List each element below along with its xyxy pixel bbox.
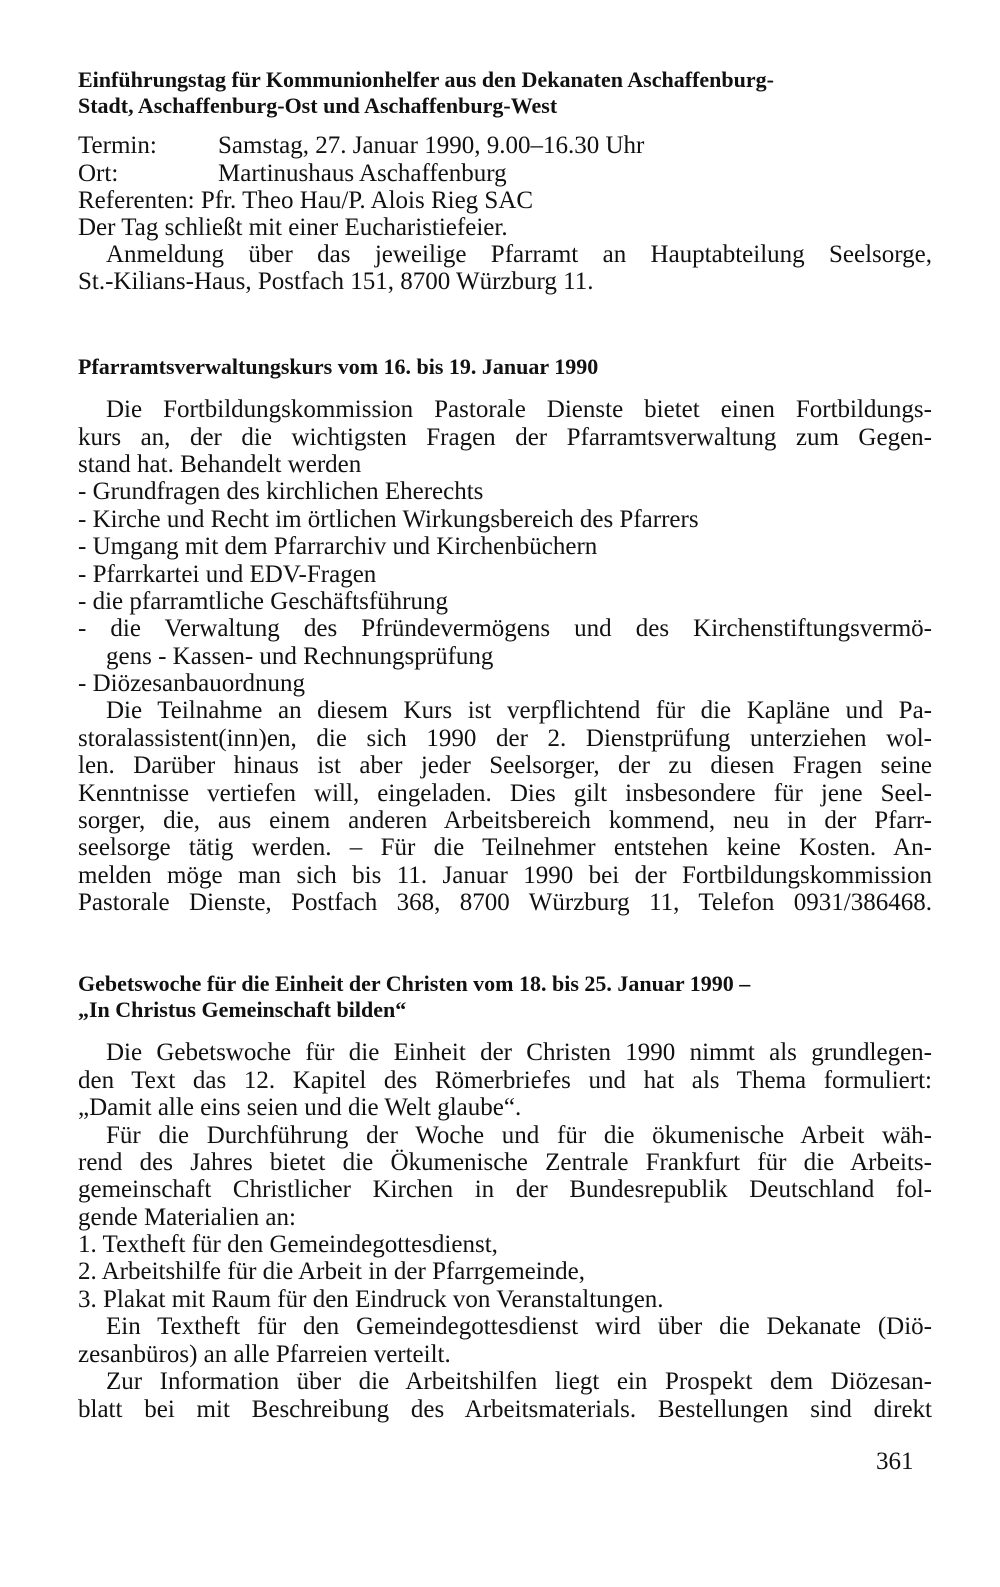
body-line: Anmeldung über das jeweilige Pfarramt an Hauptabteilung Seelsorge,: [106, 241, 932, 268]
section-heading-gebetswoche: [78, 971, 938, 1023]
body-line: seelsorge tätig werden. – Für die Teilnehmer entstehen keine Kosten. An-: [78, 834, 932, 861]
list-item: - die Verwaltung des Pfründevermögens und des Kirchenstiftungsvermö-: [78, 615, 932, 642]
heading-line: Gebetswoche für die Einheit der Christen vom 18. bis 25. Januar 1990 –: [78, 971, 751, 996]
heading-line: „In Christus Gemeinschaft bilden“: [78, 997, 407, 1022]
body-line: Ein Textheft für den Gemeindegottesdienst wird über die Dekanate (Diö-: [106, 1313, 932, 1340]
body-line: Für die Durchführung der Woche und für die ökumenische Arbeit wäh-: [106, 1122, 932, 1149]
body-line: stand hat. Behandelt werden: [78, 451, 362, 478]
section-heading-einfuehrungstag: [78, 67, 938, 119]
body-line: len. Darüber hinaus ist aber jeder Seelsorger, der zu diesen Fragen seine: [78, 752, 932, 779]
body-line: gende Materialien an:: [78, 1204, 296, 1231]
body-line: „Damit alle eins seien und die Welt glaube“.: [78, 1094, 522, 1121]
body-line: den Text das 12. Kapitel des Römerbriefes und hat als Thema formuliert:: [78, 1067, 932, 1094]
termin-value: Samstag, 27. Januar 1990, 9.00–16.30 Uhr: [218, 132, 645, 159]
numbered-item: 3. Plakat mit Raum für den Eindruck von Veranstaltungen.: [78, 1286, 664, 1313]
section-heading-pfarramtsverwaltungskurs: Pfarramtsverwaltungskurs vom 16. bis 19. Januar 1990: [78, 354, 599, 379]
heading-line: Stadt, Aschaffenburg-Ost und Aschaffenburg-West: [78, 93, 558, 118]
referenten-line: Referenten: Pfr. Theo Hau/P. Alois Rieg SAC: [78, 187, 534, 214]
body-line: Die Gebetswoche für die Einheit der Christen 1990 nimmt als grundlegen-: [106, 1039, 932, 1066]
body-line: blatt bei mit Beschreibung des Arbeitsmaterials. Bestellungen sind direkt: [78, 1396, 932, 1423]
list-item: - die pfarramtliche Geschäftsführung: [78, 588, 448, 615]
body-line: zesanbüros) an alle Pfarreien verteilt.: [78, 1341, 451, 1368]
body-line: kurs an, der die wichtigsten Fragen der Pfarramtsverwaltung zum Gegen-: [78, 424, 932, 451]
body-line: gemeinschaft Christlicher Kirchen in der Bundesrepublik Deutschland fol-: [78, 1176, 932, 1203]
list-item-continuation: gens - Kassen- und Rechnungsprüfung: [106, 643, 494, 670]
body-line: Kenntnisse vertiefen will, eingeladen. Dies gilt insbesondere für jene Seel-: [78, 780, 932, 807]
body-line: Die Fortbildungskommission Pastorale Dienste bietet einen Fortbildungs-: [106, 396, 932, 423]
list-item: - Grundfragen des kirchlichen Eherechts: [78, 478, 484, 505]
body-line: Zur Information über die Arbeitshilfen liegt ein Prospekt dem Diözesan-: [106, 1368, 932, 1395]
body-line: Die Teilnahme an diesem Kurs ist verpflichtend für die Kapläne und Pa-: [106, 697, 932, 724]
body-line: melden möge man sich bis 11. Januar 1990 bei der Fortbildungskommission: [78, 862, 932, 889]
page-number: 361: [876, 1448, 914, 1475]
list-item: - Pfarrkartei und EDV-Fragen: [78, 561, 377, 588]
numbered-item: 2. Arbeitshilfe für die Arbeit in der Pfarrgemeinde,: [78, 1258, 586, 1285]
body-line: rend des Jahres bietet die Ökumenische Zentrale Frankfurt für die Arbeits-: [78, 1149, 932, 1176]
body-line: St.-Kilians-Haus, Postfach 151, 8700 Würzburg 11.: [78, 268, 594, 295]
heading-line: Einführungstag für Kommunionhelfer aus den Dekanaten Aschaffenburg-: [78, 67, 774, 92]
ort-value: Martinushaus Aschaffenburg: [218, 160, 507, 187]
body-line: sorger, die, aus einem anderen Arbeitsbereich kommend, neu in der Pfarr-: [78, 807, 932, 834]
list-item: - Diözesanbauordnung: [78, 670, 306, 697]
body-line: Der Tag schließt mit einer Eucharistiefeier.: [78, 214, 508, 241]
termin-label: Termin:: [78, 132, 157, 159]
numbered-item: 1. Textheft für den Gemeindegottesdienst,: [78, 1231, 498, 1258]
ort-label: Ort:: [78, 160, 119, 187]
body-line: storalassistent(inn)en, die sich 1990 der 2. Dienstprüfung unterziehen wol-: [78, 725, 932, 752]
body-line: Pastorale Dienste, Postfach 368, 8700 Würzburg 11, Telefon 0931/386468.: [78, 889, 932, 916]
list-item: - Umgang mit dem Pfarrarchiv und Kirchenbüchern: [78, 533, 598, 560]
list-item: - Kirche und Recht im örtlichen Wirkungsbereich des Pfarrers: [78, 506, 699, 533]
